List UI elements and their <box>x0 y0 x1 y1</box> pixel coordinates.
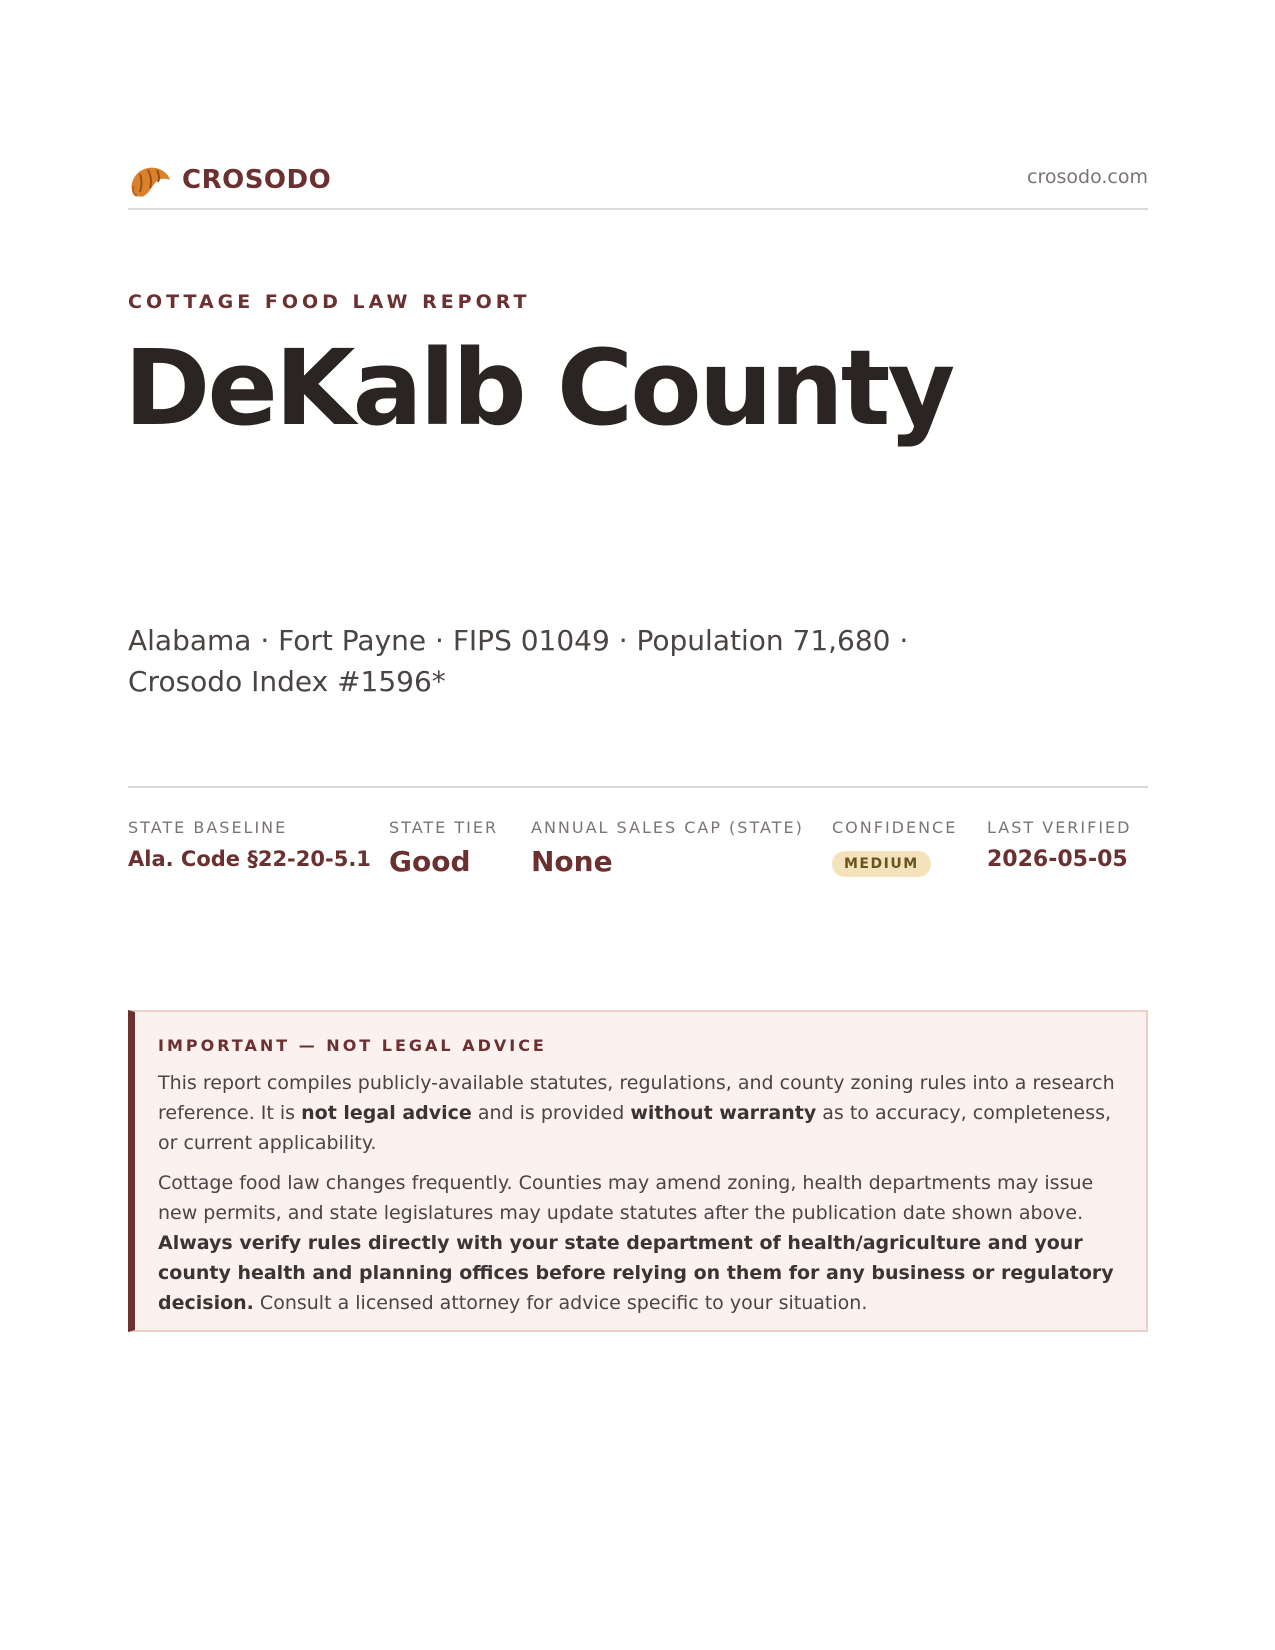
stat-label: CONFIDENCE <box>832 818 958 837</box>
stat-annual-sales-cap <box>531 818 804 878</box>
stat-last-verified <box>987 818 1131 872</box>
stat-value: 2026-05-05 <box>987 847 1128 872</box>
notice-title: IMPORTANT — NOT LEGAL ADVICE <box>158 1036 547 1055</box>
report-page <box>124 0 1148 1650</box>
notice-text: This report compiles publicly-available statutes, regulations, and county zoning rules into a research reference. It is <box>158 1072 1115 1124</box>
notice-emphasis: Always verify rules directly with your state department of health/agriculture and your county health and planning offices before relying on them for any business or regulatory decision. <box>158 1232 1114 1314</box>
notice-text: and is provided <box>471 1102 631 1124</box>
notice-text: Consult a licensed attorney for advice specific to your situation. <box>253 1292 868 1314</box>
legal-notice <box>128 1010 1148 1332</box>
stats-row <box>128 786 1148 878</box>
county-summary-line-1: Alabama · Fort Payne · FIPS 01049 · Population 71,680 · <box>128 624 909 657</box>
notice-emphasis: not legal advice <box>301 1102 472 1124</box>
stat-value: None <box>531 845 613 878</box>
page-header <box>128 156 1148 210</box>
notice-paragraph <box>158 1068 1128 1158</box>
report-eyebrow: COTTAGE FOOD LAW REPORT <box>128 291 531 313</box>
page-title: DeKalb County <box>124 327 953 449</box>
stat-label: STATE TIER <box>389 818 499 837</box>
notice-body <box>158 1068 1128 1328</box>
site-url-link[interactable]: crosodo.com <box>1027 166 1148 188</box>
county-summary <box>128 620 1028 702</box>
stat-value: Ala. Code §22-20-5.1 <box>128 847 371 871</box>
confidence-badge: MEDIUM <box>832 851 931 877</box>
notice-text: Cottage food law changes frequently. Counties may amend zoning, health departments may issue new permits, and state legislatures may update statutes after the publication date shown above. <box>158 1172 1094 1224</box>
notice-text: as to accuracy, completeness, or current applicability. <box>158 1102 1112 1154</box>
county-summary-line-2: Crosodo Index #1596* <box>128 665 446 698</box>
croissant-icon <box>128 160 172 200</box>
stat-confidence <box>832 818 957 877</box>
stat-state-tier <box>389 818 498 878</box>
notice-emphasis: without warranty <box>630 1102 817 1124</box>
stat-state-baseline <box>128 818 371 871</box>
notice-paragraph <box>158 1168 1128 1318</box>
stat-label: LAST VERIFIED <box>987 818 1132 837</box>
stat-label: STATE BASELINE <box>128 818 288 837</box>
brand[interactable] <box>128 160 331 200</box>
brand-name: CROSODO <box>182 165 332 195</box>
stat-value: Good <box>389 845 471 878</box>
stat-label: ANNUAL SALES CAP (STATE) <box>531 818 804 837</box>
